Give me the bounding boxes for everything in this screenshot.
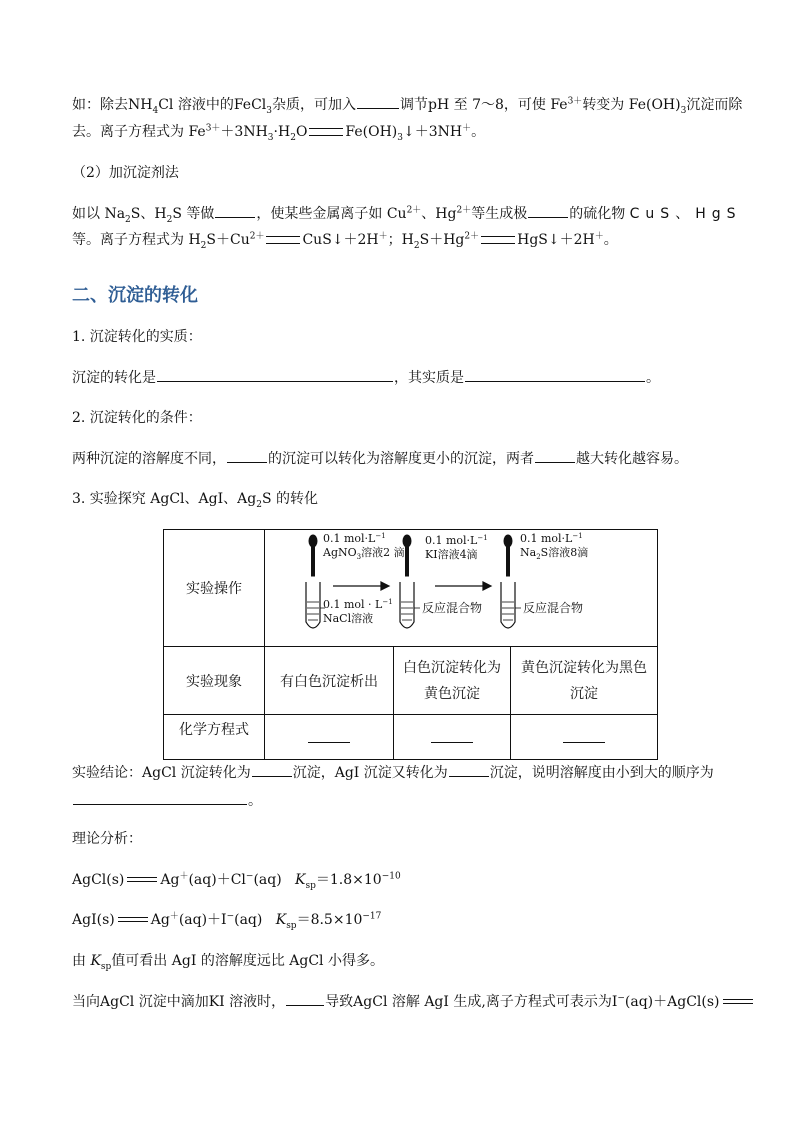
drop1-name: AgNO$_3$溶液2 滴 <box>323 546 405 561</box>
drop3-name: $Na_2S$溶液8滴 <box>520 546 589 561</box>
equilibrium-arrow <box>118 916 148 924</box>
equation-cell-2[interactable] <box>394 715 511 760</box>
theory-title: 理论分析： <box>72 831 142 847</box>
row-label-equation: 化学方程式 <box>164 715 265 760</box>
subheading-2: （2）加沉淀剂法 <box>72 165 179 181</box>
equation-cell-3[interactable] <box>511 715 658 760</box>
ksp-line: 由 $K_{sp}$值可看出 AgI 的溶解度远比 AgCl 小得多。 <box>72 953 384 972</box>
drop1-conc: 0.1 $mol\cdot L^{-1}$ <box>323 532 386 545</box>
equilibrium-arrow <box>723 998 753 1006</box>
q1-title: 1. 沉淀转化的实质： <box>72 329 202 345</box>
blank[interactable] <box>431 728 473 743</box>
apparatus-diagram <box>265 530 629 646</box>
tube1-conc: 0.1 mol · $L^{-1}$ <box>323 598 393 611</box>
conclusion-line1: 实验结论：AgCl 沉淀转化为 沉淀，AgI 沉淀又转化为 沉淀，说明溶解度由小到大的顺序为 <box>72 762 722 783</box>
conclusion-line2: 。 <box>72 790 722 811</box>
drop2-conc: 0.1 $mol\cdot L^{-1}$ <box>425 534 488 547</box>
row-label-operation: 实验操作 <box>164 530 265 647</box>
para1-line2: 去。离子方程式为 $Fe^{3+}+3NH_3\cdot H_2O$ $Fe(OH)_3↓+3NH^+$。 <box>72 123 486 143</box>
blank[interactable] <box>215 203 255 218</box>
phenomenon-2: 白色沉淀转化为黄色沉淀 <box>394 647 511 715</box>
blank[interactable] <box>157 367 393 382</box>
blank[interactable] <box>449 762 489 777</box>
para2-line1: 如以 $Na_2S$、$H_2S$ 等做 ，使某些金属离子如 $Cu^{2+}$、$Hg^{2+}$等生成极 的硫化物 CuS、HgS <box>72 203 722 224</box>
blank[interactable] <box>535 448 575 463</box>
equal-arrow <box>309 128 343 136</box>
equation-cell-1[interactable] <box>265 715 394 760</box>
last-line: 当向AgCl 沉淀中滴加KI 溶液时， 导致AgCl 溶解 AgI 生成,离子方程式可表示为I−(aq)＋AgCl(s) <box>72 991 722 1012</box>
equilibrium-arrow <box>127 876 157 884</box>
q3-title: 3. 实验探究 AgCl、AgI、$Ag_2S$ 的转化 <box>72 491 318 510</box>
para1-line1: 如：除去$NH_4Cl$ 溶液中的FeCl$_3$杂质，可加入 调节pH 至 7～8，可使 $Fe^{3+}$转变为 $Fe(OH)_3$沉淀而除 <box>72 94 722 115</box>
drop3-conc: 0.1 $mol\cdot L^{-1}$ <box>520 532 583 545</box>
equal-arrow <box>481 236 515 244</box>
blank[interactable] <box>73 790 247 805</box>
phenomenon-3: 黄色沉淀转化为黑色沉淀 <box>511 647 658 715</box>
blank[interactable] <box>528 203 568 218</box>
blank[interactable] <box>227 448 267 463</box>
blank[interactable] <box>465 367 645 382</box>
section-title: 二、沉淀的转化 <box>72 285 198 306</box>
tube1-name: NaCl溶液 <box>323 612 374 625</box>
drop2-name: KI溶液4滴 <box>425 548 478 561</box>
q2-title: 2. 沉淀转化的条件： <box>72 410 202 426</box>
tube2-label: 反应混合物 <box>422 601 483 615</box>
blank[interactable] <box>357 94 399 109</box>
operation-diagram <box>265 530 658 647</box>
phenomenon-1: 有白色沉淀析出 <box>265 647 394 715</box>
equal-arrow <box>266 236 300 244</box>
blank[interactable] <box>252 762 292 777</box>
q1-line: 沉淀的转化是 ，其实质是 。 <box>72 367 722 388</box>
blank[interactable] <box>563 728 605 743</box>
equation-agi: AgI(s) Ag＋(aq)＋I−(aq) $K_{sp}=8.5\times 10^{-17}$ <box>72 911 382 931</box>
para2-line2: 等。离子方程式为 $H_2S+Cu^{2+}$ CuS↓＋2H＋；$H_2S+Hg^{2+}$ HgS↓＋2H＋。 <box>72 231 618 251</box>
equation-agcl: AgCl(s) Ag＋(aq)＋Cl−(aq) $K_{sp}=1.8\times 10^{-10}$ <box>72 871 401 891</box>
tube3-label: 反应混合物 <box>523 601 584 615</box>
blank[interactable] <box>286 991 324 1006</box>
experiment-table <box>163 529 658 760</box>
row-label-phenomenon: 实验现象 <box>164 647 265 715</box>
blank[interactable] <box>308 728 350 743</box>
q2-line: 两种沉淀的溶解度不同， 的沉淀可以转化为溶解度更小的沉淀，两者 越大转化越容易。 <box>72 448 722 469</box>
